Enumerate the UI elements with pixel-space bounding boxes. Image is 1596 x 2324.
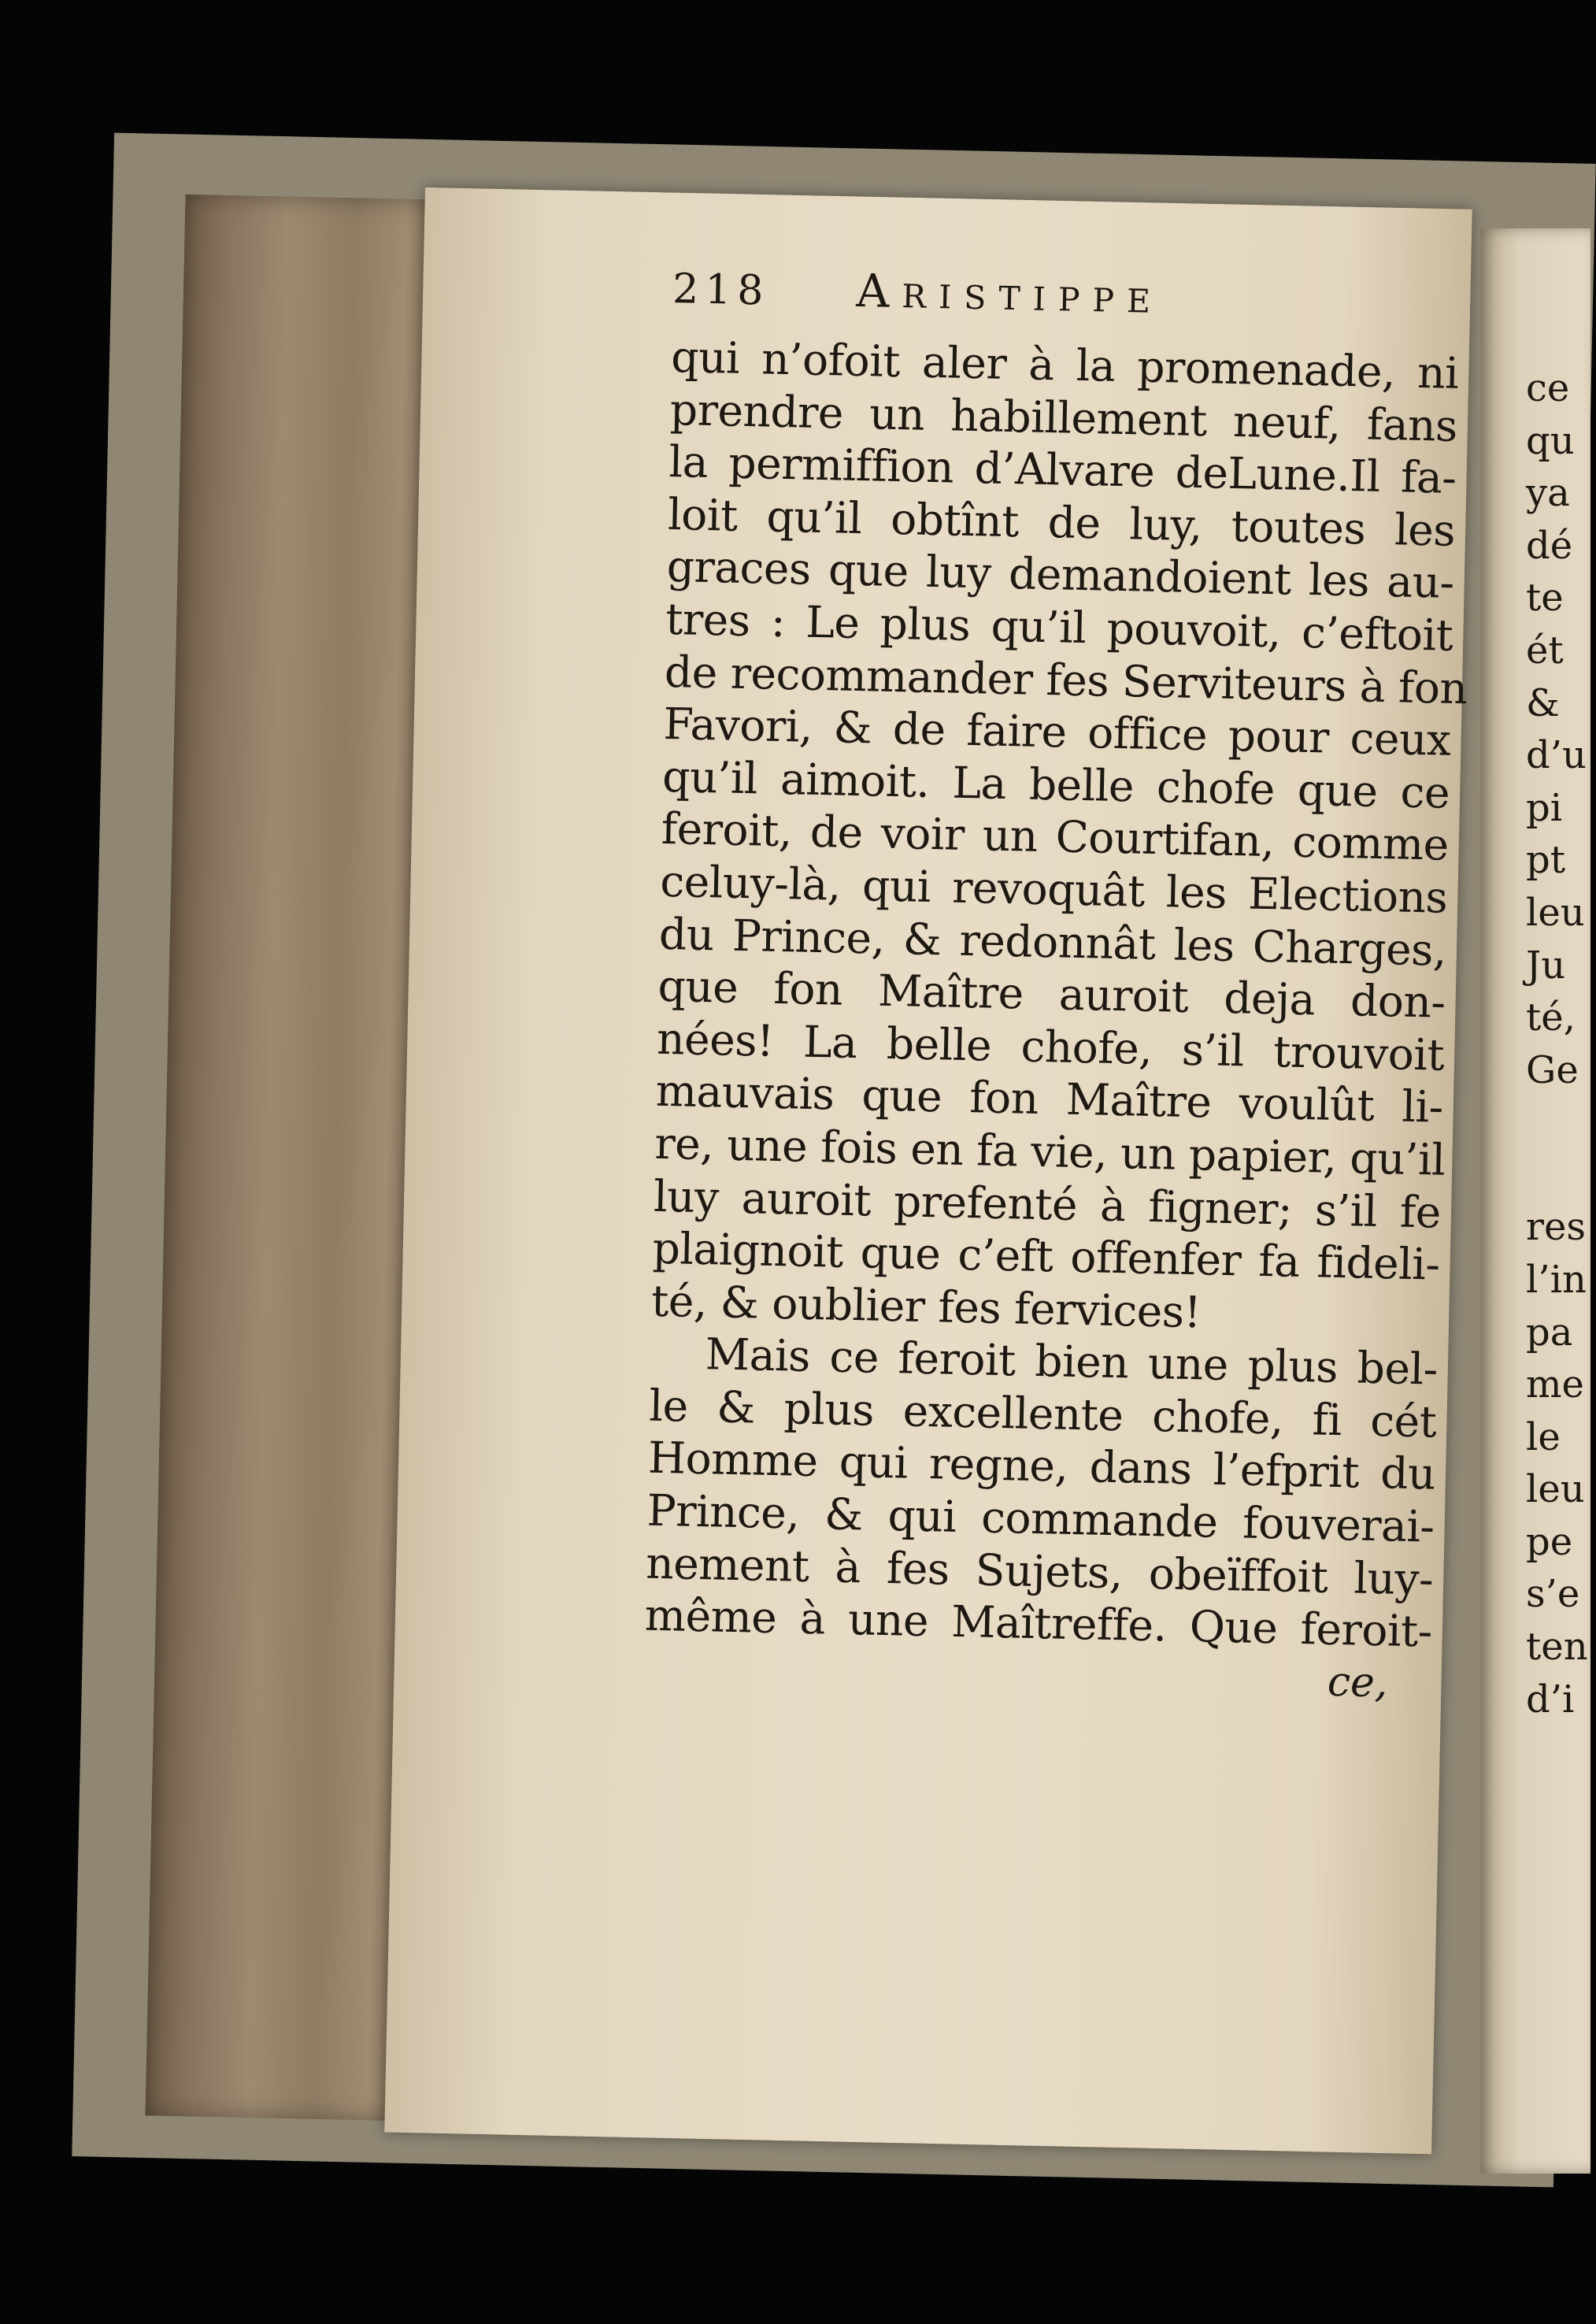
text-line: luy auroit prefenté à figner; s’il fe xyxy=(653,1170,1442,1238)
text-line: Homme qui regne, dans l’efprit du xyxy=(647,1433,1436,1500)
facing-page-fragment: & xyxy=(1526,680,1560,725)
page-number: 218 xyxy=(672,265,771,315)
facing-page-fragment: s’e xyxy=(1526,1572,1580,1617)
text-line: plaignoit que c’eft offenfer fa fideli- xyxy=(652,1222,1441,1290)
text-line: loit qu’il obtînt de luy, toutes les xyxy=(667,488,1456,556)
text-line: Favori, & de faire office pour ceux xyxy=(662,699,1452,765)
facing-page-fragment: te xyxy=(1526,576,1564,621)
text-line: du Prince, & redonnât les Charges, xyxy=(658,908,1447,976)
text-line: tres : Le plus qu’il pouvoit, c’eftoit xyxy=(665,593,1453,661)
fragment-gap xyxy=(1526,1096,1575,1201)
text-line: le & plus excellente chofe, fi cét xyxy=(648,1380,1437,1447)
facing-page-fragment: Ju xyxy=(1526,943,1566,988)
text-line: nement à fes Sujets, obeïffoit luy- xyxy=(645,1537,1434,1605)
facing-page-fragment: leu xyxy=(1526,890,1585,935)
text-line: qu’il aimoit. La belle chofe que ce xyxy=(661,751,1450,818)
facing-page-fragment: d’i xyxy=(1526,1677,1575,1722)
facing-page-fragment: pi xyxy=(1526,785,1563,830)
paragraph-1 xyxy=(650,331,1468,1344)
text-line: prendre un habillement neuf, fans xyxy=(669,384,1458,451)
facing-page-fragment: pe xyxy=(1526,1519,1573,1564)
running-title: Aristippe xyxy=(855,263,1164,324)
facing-page-fragment: l’in xyxy=(1526,1257,1587,1302)
text-line: que fon Maître auroit deja don- xyxy=(657,960,1446,1028)
facing-page-fragment: Ge xyxy=(1526,1047,1579,1092)
text-line: re, une fois en fa vie, un papier, qu’il xyxy=(654,1118,1446,1185)
facing-page-fragments xyxy=(1526,362,1588,1725)
facing-page-fragment: le xyxy=(1526,1414,1561,1459)
page-text xyxy=(643,260,1468,1710)
text-line: celuy-là, qui revoquât les Elections xyxy=(659,855,1448,923)
text-line: de recommander fes Serviteurs à fon xyxy=(664,646,1468,714)
facing-page-fragment: té, xyxy=(1526,995,1576,1040)
facing-page-fragment: ce xyxy=(1526,366,1570,410)
text-line: même à une Maîtreffe. Que feroit- xyxy=(644,1589,1433,1657)
facing-page-fragment: pt xyxy=(1526,838,1566,883)
facing-page-fragment: qu xyxy=(1526,418,1575,463)
facing-page-fragment: res xyxy=(1526,1205,1586,1250)
text-line: la permiffion d’Alvare deLune.Il fa- xyxy=(668,436,1457,504)
text-line: feroit, de voir un Courtifan, comme xyxy=(661,803,1450,871)
facing-page-fragment: pa xyxy=(1526,1310,1573,1355)
text-line: Mais ce feroit bien une plus bel- xyxy=(705,1329,1439,1395)
facing-page-fragment: ét xyxy=(1526,628,1564,673)
text-line: nées! La belle chofe, s’il trouvoit xyxy=(656,1013,1445,1080)
facing-page-fragment: dé xyxy=(1526,523,1573,568)
facing-page-fragment: d’u xyxy=(1526,733,1587,778)
catchword: ce, xyxy=(1327,1658,1388,1707)
text-line: mauvais que fon Maître voulût li- xyxy=(655,1066,1444,1133)
facing-page-fragment: ya xyxy=(1526,471,1570,516)
text-line: Prince, & qui commande fouverai- xyxy=(646,1484,1435,1552)
text-line: graces que luy demandoient les au- xyxy=(666,541,1455,609)
facing-page-fragment: ten xyxy=(1526,1625,1588,1670)
facing-page-fragment: leu xyxy=(1526,1467,1585,1512)
paragraph-2 xyxy=(644,1327,1438,1658)
text-line: qui n’ofoit aler à la promenade, ni xyxy=(670,331,1459,398)
text-line: té, & oublier fes fervices! xyxy=(650,1275,1202,1338)
facing-page-fragment: me xyxy=(1526,1362,1584,1407)
